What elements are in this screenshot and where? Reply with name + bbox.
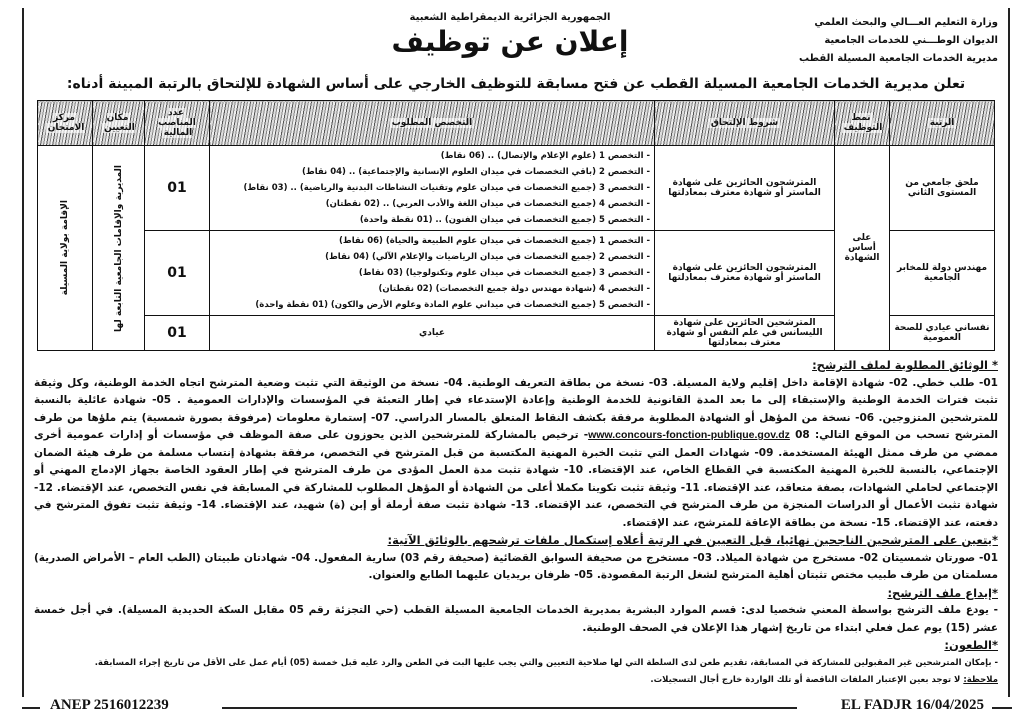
conditions-cell: المترشحون الحائزين على شهادة الماستر أو شهادة معترف بمعادلتها (655, 146, 835, 231)
newspaper-date: EL FADJR 16/04/2025 (840, 696, 984, 713)
office-line: الديوان الوطـــني للخدمات الجامعية (824, 35, 998, 46)
specialty-item: - التخصص 3 (جميع التخصصات في ميدان علوم وتكنولوجيا) (03 نقاط) (358, 268, 650, 278)
registration-link[interactable]: www.concours-fonction-publique.gov.dz (588, 429, 790, 441)
specialties-cell (210, 146, 655, 231)
col-header-mode: نمط التوظيف (835, 101, 890, 146)
col-header-specialty: التخصص المطلوب (210, 101, 655, 146)
count-cell: 01 (145, 146, 210, 231)
mode-cell: على أساس الشهادة (835, 146, 890, 351)
deposit-title: *إيداع ملف الترشح: (887, 585, 998, 600)
documents-text (34, 375, 998, 533)
ad-frame (22, 8, 1010, 697)
issuer-block (768, 14, 998, 68)
positions-table (37, 100, 995, 351)
appeals-title: *الطعون: (944, 638, 998, 652)
place-text: المديرية والإقامات الجامعية التابعة لها (113, 164, 124, 332)
specialty-item: - التخصص 5 (جميع التخصصات في ميداني علوم المادة وعلوم الأرض والكون) (01 نقطة واحدة) (255, 300, 650, 310)
specialty-item: - التخصص 4 (شهادة مهندس دولة جميع التخصصات) (02 نقطتان) (378, 284, 650, 294)
specialties-cell (210, 231, 655, 316)
footer-rule (222, 707, 797, 709)
header (30, 8, 1002, 72)
footer (22, 697, 1014, 719)
documents-title: * الوثائق المطلوبة لملف الترشح: (812, 358, 998, 372)
specialty-item: - التخصص 2 (جميع التخصصات في ميدان الرياضيات والإعلام الآلي) (04 نقاط) (325, 252, 650, 262)
count-cell: 01 (145, 316, 210, 351)
ad-body (30, 357, 1002, 689)
appeals-text: - بإمكان المترشحين غير المقبولين للمشاركة في المسابقة، تقديم طعن لدى السلطة التي لها صلاحية التعيين والتي يجب عليها البت في الطعن والرد عليه قبل خمسة (05) أيام عمل على الأقل من تاريخ إجراء المسابقة. (94, 657, 998, 668)
documents-text-a: 01- طلب خطي. 02- شهادة الإقامة داخل إقليم ولاية المسيلة. 03- نسخة من بطاقة التعريف الوطنية. 04- نسخة من الوثيقة التي تثبت وضعية المترشح اتجاه الخدمة الوطنية، وكل وثيقة تثبت فترات الخدمة الوطنية والإستبقاء إلى ما بعد المدة القانونية للخدمة الوطنية وإعادة الإستدعاء في إطار التعبئة في المؤسسات والإدارات العمومية . 05- شهادة عائلية بالنسبة للمترشحين المتزوجين. 06- نسخة من المؤهل أو الشهادة المطلوبة مرفقة بكشف النقاط المتعلق بالمسار الدراسي. 07- إستمارة معلومات (مرفوقة بصورة شمسية) يتم ملؤها من طرف المترشح تسحب من الموقع التالي: (34, 376, 999, 441)
conditions-cell: المترشحين الحائزين على شهادة الليسانس في علم النفس أو شهادة معترف بمعادلتها (655, 316, 835, 351)
directorate-line: مديرية الخدمات الجامعية المسيلة القطب (799, 53, 998, 64)
center-cell (38, 146, 93, 351)
note (34, 672, 998, 689)
specialty-item: - التخصص 1 (علوم الإعلام والإتصال) .. (06 نقاط) (440, 151, 650, 161)
rank-cell: ملحق جامعي من المستوى الثاني (890, 146, 995, 231)
col-header-place: مكان التعيين (93, 101, 145, 146)
note-text: لا توجد بعين الإعتبار الملفات الناقصة أو تلك الواردة خارج أجال التسجيلات. (650, 674, 961, 685)
count-cell: 01 (145, 231, 210, 316)
intro-text: تعلن مديرية الخدمات الجامعية المسيلة القطب عن فتح مسابقة للتوظيف الخارجي على أساس الشهادة للإلتحاق بالرتبة المبينة أدناه: (66, 76, 966, 92)
final-docs-title: *يتعين على المترشحين الناجحين نهائيا، قبل التعيين في الرتبة أعلاه إستكمال ملفات ترشحهم بالوثائق الآتية: (387, 533, 998, 547)
footer-rule (22, 707, 40, 709)
ministry-line: وزارة التعليم العـــالي والبحث العلمي (814, 17, 998, 28)
col-header-center: مركز الامتحان (38, 101, 93, 146)
specialty-item: - التخصص 3 (جميع التخصصات في ميدان علوم وتقنيات النشاطات البدنية والرياضية) .. (03 نقاط) (243, 183, 650, 193)
title-block (300, 12, 720, 59)
anep-reference: ANEP 2516012239 (50, 696, 169, 713)
center-text: الإقامة بولاية المسيلة (60, 200, 70, 296)
rank-cell: مهندس دولة للمخابر الجامعية (890, 231, 995, 316)
specialty-item: - التخصص 5 (جميع التخصصات في ميدان الفنون) .. (01 نقطة واحدة) (359, 215, 650, 225)
footer-rule (992, 707, 1012, 709)
table-row (38, 146, 995, 231)
rank-cell: نفساني عيادي للصحة العمومية (890, 316, 995, 351)
deposit-text: - يودع ملف الترشح بواسطة المعني شخصيا لدى: قسم الموارد البشرية بمديرية الخدمات الجامعية المسيلة القطب (حي التجزئة رقم 05 مقابل السكة الحديدية المسيلة). في أجل خمسة عشر (15) يوم عمل فعلي ابتداء من تاريخ إشهار هذا الإعلان في الصحف الوطنية. (34, 604, 998, 634)
specialty-item: - التخصص 4 (جميع التخصصات في ميدان اللغة والأدب العربي) .. (02 نقطتان) (325, 199, 650, 209)
documents-text-b: 08- ترخيص بالمشاركة للمترشحين الذين يحوزون على صفة الموظف في مؤسسات أو إدارات عمومية أخرى ممضي من طرف ممثل الهيئة المستخدمة. 09- شهادات العمل التي تثبت الخبرة المهنية المكتسبة من قبل المترشح في التخصص، مرفقة بشهادة إنتساب مسلمة من طرف هيئة الضمان الإجتماعي، بالنسبة للخبرة المهنية المكتسبة في القطاع الخاص، عند الإقتضاء. 10- شهادة تثبت مدة العمل المؤدى من طرف المترشح في إطار العقود الخاصة بجهاز الإدماج المهني أو الإجتماعي لحاملي الشهادات، بصفة متعاقد، عند الإقتضاء. 11- وثيقة تثبت تكوينا مكملا أعلى من الشهادة أو المؤهل المطلوب للمشاركة في المسابقة في نفس التخصص، عند الإقتضاء. 12- شهادة تثبت الأعمال أو الدراسات المنجزة من طرف المترشح في التخصص، عند الإقتضاء. 13- شهادة تثبت صفة أرملة أو إبن (ة) شهيد، عند الإقتضاء. 14- وثيقة تثبت تفوق المترشح في دفعته، عند الإقتضاء. 15- نسخة من بطاقة الإعاقة للمترشح، عند الإقتضاء. (34, 429, 998, 529)
conditions-cell: المترشحون الحائزين على شهادة الماستر أو شهادة معترف بمعادلتها (655, 231, 835, 316)
col-header-count: عدد المناصب المالية (145, 101, 210, 146)
specialty-item: - التخصص 1 (جميع التخصصات في ميدان علوم الطبيعة والحياة) (06 نقاط) (339, 236, 650, 246)
final-docs-text: 01- صورتان شمسيتان 02- مستخرج من شهادة الميلاد. 03- مستخرج من صحيفة السوابق القضائية (صحيفة رقم 03) سارية المفعول. 04- شهادتان طبيتان (الطب العام – الأمراض الصدرية) مسلمتان من طرف طبيب مختص تثبتان أهلية المترشح لشغل الرتبة المقصودة. 05- ظرفان بريديان عليهما الطابع والعنوان. (34, 551, 999, 581)
place-cell (93, 146, 145, 351)
specialty-item: - التخصص 2 (باقي التخصصات في ميدان العلوم الإنسانية والإجتماعية) .. (04 نقاط) (302, 167, 650, 177)
republic-name: الجمهورية الجزائرية الديمقراطية الشعبية (409, 12, 611, 23)
note-label: ملاحظة: (963, 674, 998, 685)
page-title: إعلان عن توظيف (391, 25, 629, 58)
table-header-row (38, 101, 995, 146)
specialties-cell: عيادي (210, 316, 655, 351)
col-header-rank: الرتبة (890, 101, 995, 146)
col-header-conditions: شروط الإلتحاق (655, 101, 835, 146)
